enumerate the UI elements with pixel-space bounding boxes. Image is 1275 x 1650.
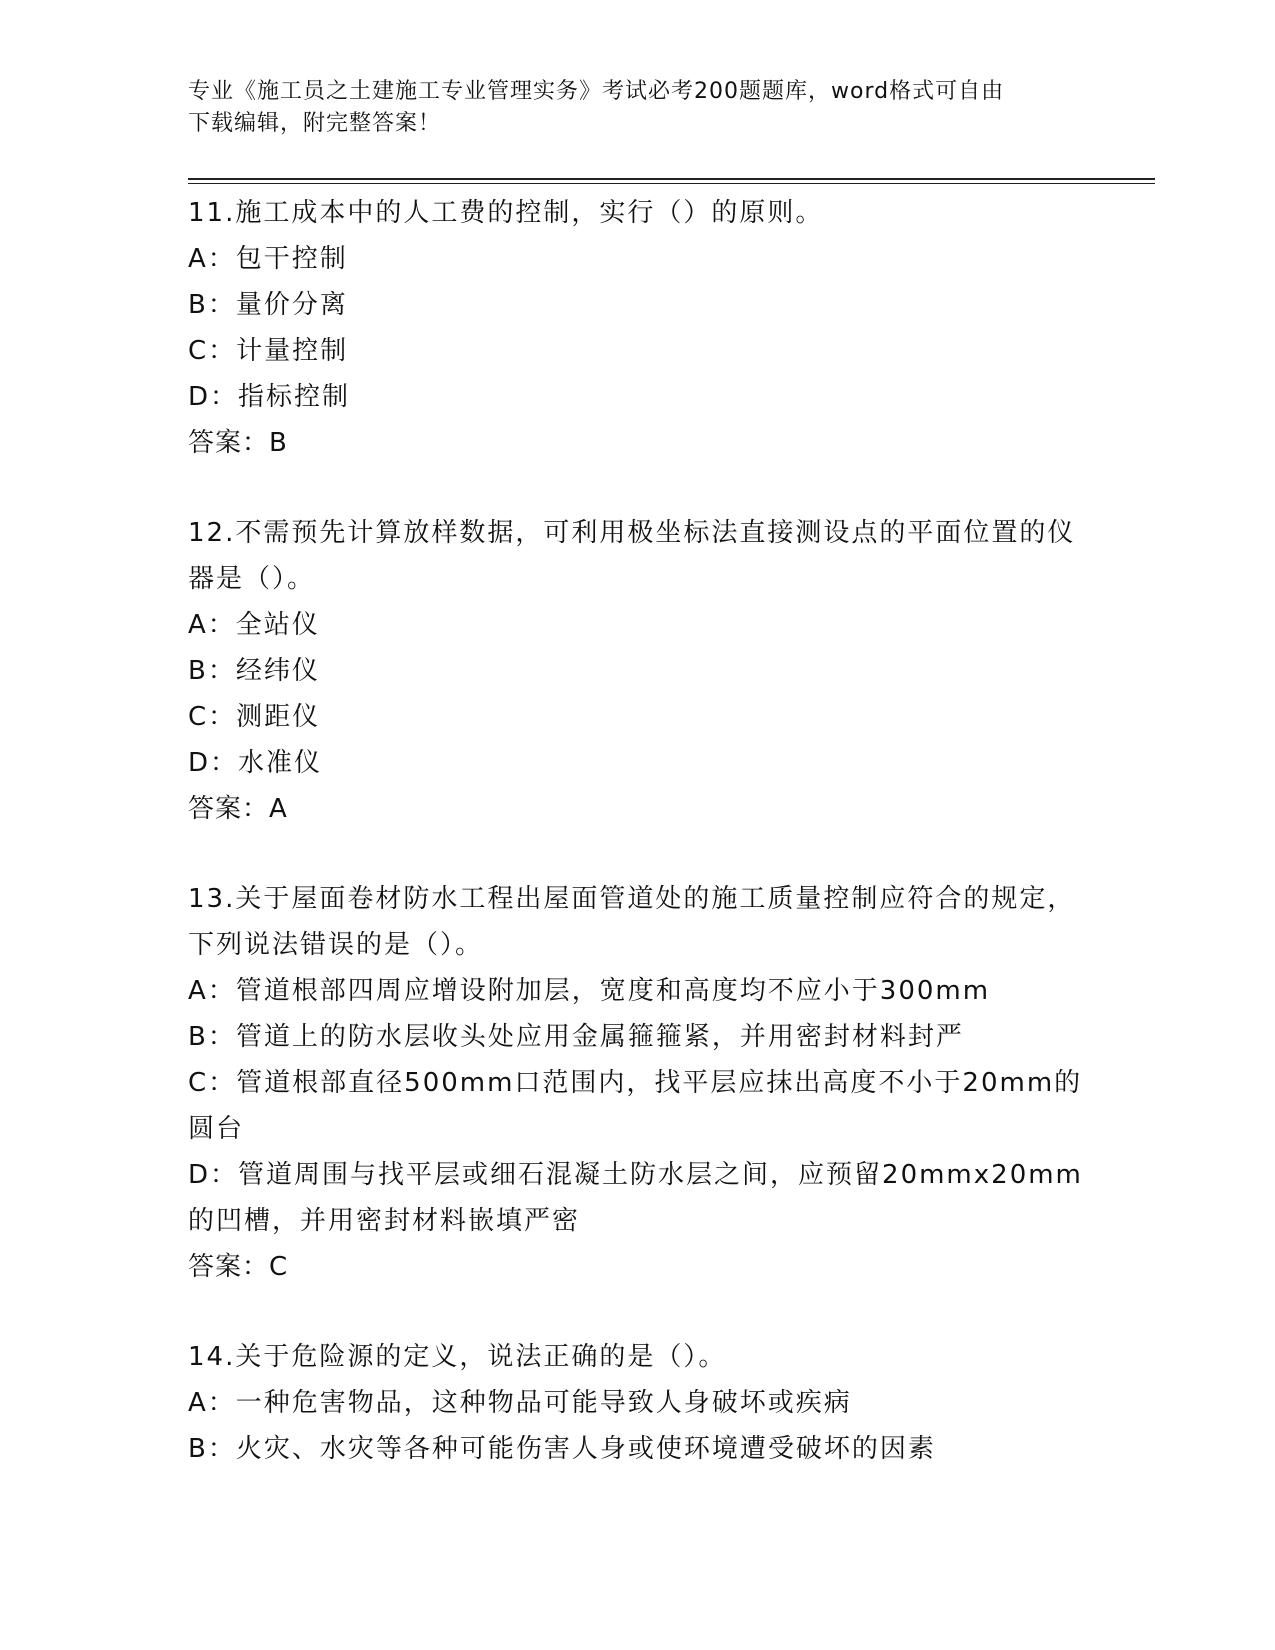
- answer-line: 答案：C: [188, 1252, 289, 1282]
- option-b: B：火灾、水灾等各种可能伤害人身或使环境遭受破坏的因素: [188, 1434, 936, 1464]
- option-a: A：全站仪: [188, 610, 320, 640]
- question-stem: 14.关于危险源的定义，说法正确的是（）。: [188, 1342, 727, 1372]
- option-a: A：管道根部四周应增设附加层，宽度和高度均不应小于300mm: [188, 976, 991, 1006]
- option-d: D：指标控制: [188, 382, 351, 412]
- header-line-2: 下载编辑，附完整答案！: [188, 111, 442, 136]
- option-d: D：水准仪: [188, 748, 323, 778]
- option-c: C：计量控制: [188, 336, 349, 366]
- option-c: C：管道根部直径500mm口范围内，找平层应抹出高度不小于20mm的圆台: [188, 1068, 1083, 1144]
- question-stem: 11.施工成本中的人工费的控制，实行（）的原则。: [188, 198, 824, 228]
- option-d: D：管道周围与找平层或细石混凝土防水层之间，应预留20mmx20mm的凹槽，并用密封材料嵌填严密: [188, 1160, 1083, 1236]
- header-line-1: 专业《施工员之土建施工专业管理实务》考试必考200题题库，word格式可自由: [188, 79, 1005, 104]
- question-list: [188, 190, 1088, 1516]
- document-header: [188, 76, 1068, 140]
- option-a: A：包干控制: [188, 244, 348, 274]
- question-stem: 13.关于屋面卷材防水工程出屋面管道处的施工质量控制应符合的规定，下列说法错误的是（）。: [188, 884, 1076, 960]
- question-13: [188, 876, 1088, 1290]
- question-12: [188, 510, 1088, 832]
- option-c: C：测距仪: [188, 702, 321, 732]
- header-divider-thick: [188, 178, 1155, 180]
- answer-line: 答案：B: [188, 428, 288, 458]
- answer-line: 答案：A: [188, 794, 288, 824]
- option-b: B：管道上的防水层收头处应用金属箍箍紧，并用密封材料封严: [188, 1022, 964, 1052]
- option-b: B：经纬仪: [188, 656, 320, 686]
- question-11: [188, 190, 1088, 466]
- question-stem: 12.不需预先计算放样数据，可利用极坐标法直接测设点的平面位置的仪器是（）。: [188, 518, 1076, 594]
- header-divider-thin: [188, 183, 1155, 184]
- question-14: [188, 1334, 1088, 1472]
- option-a: A：一种危害物品，这种物品可能导致人身破坏或疾病: [188, 1388, 852, 1418]
- option-b: B：量价分离: [188, 290, 348, 320]
